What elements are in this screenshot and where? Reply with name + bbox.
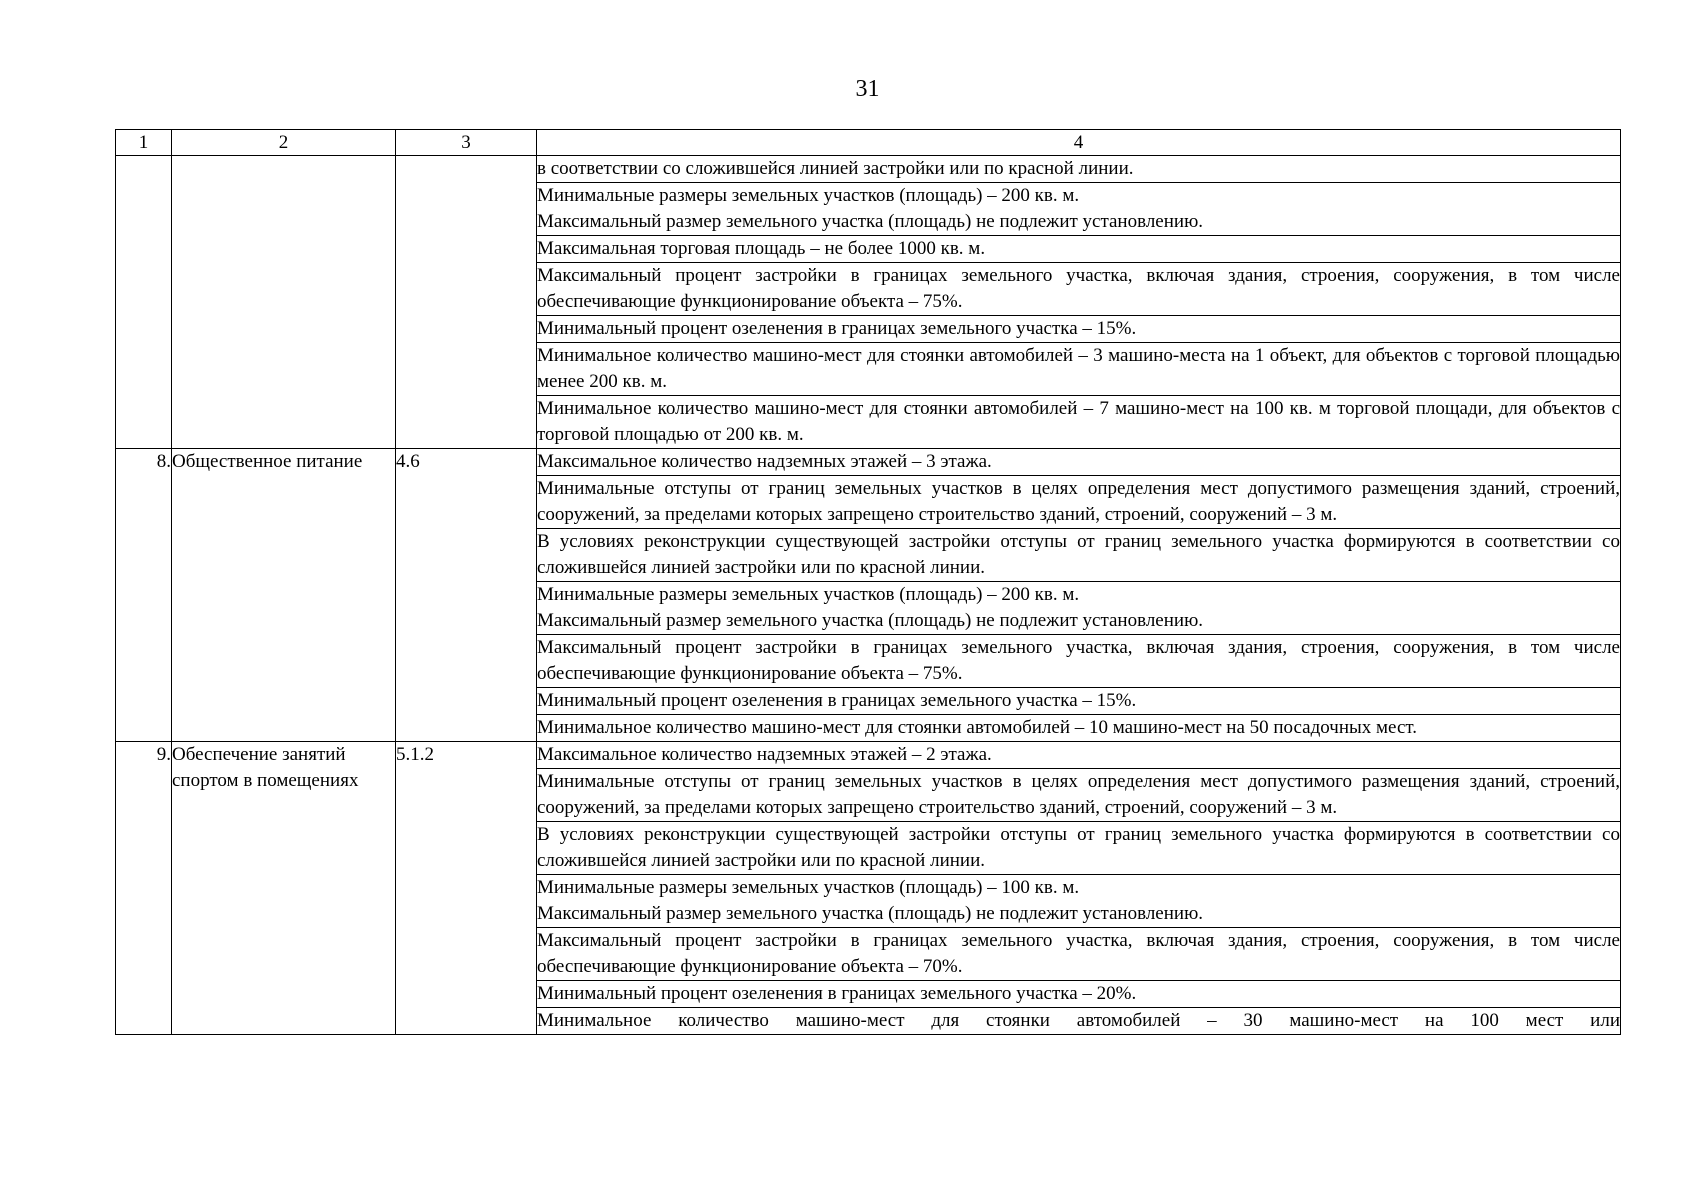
- use-code-cell: [396, 156, 537, 449]
- parameter-text: Максимальный размер земельного участка (площадь) не подлежит установлению.: [537, 610, 1204, 631]
- parameter-text: Максимальная торговая площадь – не более 1000 кв. м.: [537, 238, 986, 259]
- use-code-cell: 4.6: [396, 449, 537, 742]
- parameter-text: Минимальные отступы от границ земельных участков в целях определения мест допустимого размещения зданий, строений, сооружений, за пределами которых запрещено строительство зданий, строений, сооружений – 3 м.: [537, 478, 1620, 525]
- use-code-cell: 5.1.2: [396, 742, 537, 1035]
- parameter-text: Минимальный процент озеленения в границах земельного участка – 15%.: [537, 318, 1137, 339]
- use-name-cell: [172, 156, 396, 449]
- parameter-cell: [537, 875, 1621, 928]
- parameter-cell: [537, 582, 1621, 635]
- parameter-cell: [537, 688, 1621, 715]
- parameter-text: Минимальное количество машино-мест для стоянки автомобилей – 30 машино-мест на 100 мест или: [537, 1010, 1620, 1031]
- parameter-cell: [537, 263, 1621, 316]
- parameter-cell: [537, 822, 1621, 875]
- parameter-text: в соответствии со сложившейся линией застройки или по красной линии.: [537, 158, 1134, 179]
- parameter-cell: [537, 449, 1621, 476]
- use-name-cell: Общественное питание: [172, 449, 396, 742]
- parameter-text: Минимальные размеры земельных участков (площадь) – 200 кв. м.: [537, 185, 1080, 206]
- table-row: [116, 449, 1621, 476]
- parameter-text: Максимальный размер земельного участка (площадь) не подлежит установлению.: [537, 903, 1204, 924]
- row-number-cell: [116, 156, 172, 449]
- parameter-cell: [537, 396, 1621, 449]
- parameter-text: В условиях реконструкции существующей застройки отступы от границ земельного участка формируются в соответствии со сложившейся линией застройки или по красной линии.: [537, 824, 1620, 871]
- parameter-cell: [537, 156, 1621, 183]
- header-cell: 4: [537, 130, 1621, 156]
- parameter-cell: [537, 529, 1621, 582]
- parameter-text: Максимальный процент застройки в границах земельного участка, включая здания, строения, сооружения, в том числе обеспечивающие функционирование объекта – 75%.: [537, 265, 1620, 312]
- parameter-cell: [537, 635, 1621, 688]
- row-number-cell: 9.: [116, 742, 172, 1035]
- parameter-cell: [537, 183, 1621, 236]
- parameter-cell: [537, 316, 1621, 343]
- header-cell: 1: [116, 130, 172, 156]
- parameter-text: Минимальный процент озеленения в границах земельного участка – 20%.: [537, 983, 1137, 1004]
- parameter-text: Минимальное количество машино-мест для стоянки автомобилей – 3 машино-места на 1 объект, для объектов с торговой площадью менее 200 кв. м.: [537, 345, 1620, 392]
- header-row: [116, 130, 1621, 156]
- parameter-text: Максимальный процент застройки в границах земельного участка, включая здания, строения, сооружения, в том числе обеспечивающие функционирование объекта – 75%.: [537, 637, 1620, 684]
- parameter-cell: [537, 476, 1621, 529]
- parameter-text: Минимальные размеры земельных участков (площадь) – 100 кв. м.: [537, 877, 1080, 898]
- header-cell: 2: [172, 130, 396, 156]
- parameter-text: Максимальный размер земельного участка (площадь) не подлежит установлению.: [537, 211, 1204, 232]
- parameter-cell: [537, 981, 1621, 1008]
- zoning-table: [115, 129, 1621, 1035]
- parameter-cell: [537, 343, 1621, 396]
- row-number-cell: 8.: [116, 449, 172, 742]
- parameter-text: Минимальный процент озеленения в границах земельного участка – 15%.: [537, 690, 1137, 711]
- parameter-cell: [537, 715, 1621, 742]
- parameter-cell: [537, 236, 1621, 263]
- page-number: 31: [855, 76, 880, 102]
- header-cell: 3: [396, 130, 537, 156]
- parameter-text: Минимальное количество машино-мест для стоянки автомобилей – 10 машино-мест на 50 посадочных мест.: [537, 717, 1418, 738]
- parameter-text: Максимальное количество надземных этажей – 2 этажа.: [537, 744, 992, 765]
- parameter-cell: [537, 928, 1621, 981]
- table-row: [116, 156, 1621, 183]
- parameter-cell: [537, 769, 1621, 822]
- parameter-text: Минимальные отступы от границ земельных участков в целях определения мест допустимого размещения зданий, строений, сооружений, за пределами которых запрещено строительство зданий, строений, сооружений – 3 м.: [537, 771, 1620, 818]
- parameter-cell: [537, 742, 1621, 769]
- parameter-text: Максимальный процент застройки в границах земельного участка, включая здания, строения, сооружения, в том числе обеспечивающие функционирование объекта – 70%.: [537, 930, 1620, 977]
- parameter-cell: [537, 1008, 1621, 1035]
- parameter-text: Минимальные размеры земельных участков (площадь) – 200 кв. м.: [537, 584, 1080, 605]
- table-row: [116, 742, 1621, 769]
- parameter-text: В условиях реконструкции существующей застройки отступы от границ земельного участка формируются в соответствии со сложившейся линией застройки или по красной линии.: [537, 531, 1620, 578]
- use-name-cell: Обеспечение занятий спортом в помещениях: [172, 742, 396, 1035]
- parameter-text: Минимальное количество машино-мест для стоянки автомобилей – 7 машино-мест на 100 кв. м торговой площади, для объектов с торговой площадью от 200 кв. м.: [537, 398, 1620, 445]
- parameter-text: Максимальное количество надземных этажей – 3 этажа.: [537, 451, 992, 472]
